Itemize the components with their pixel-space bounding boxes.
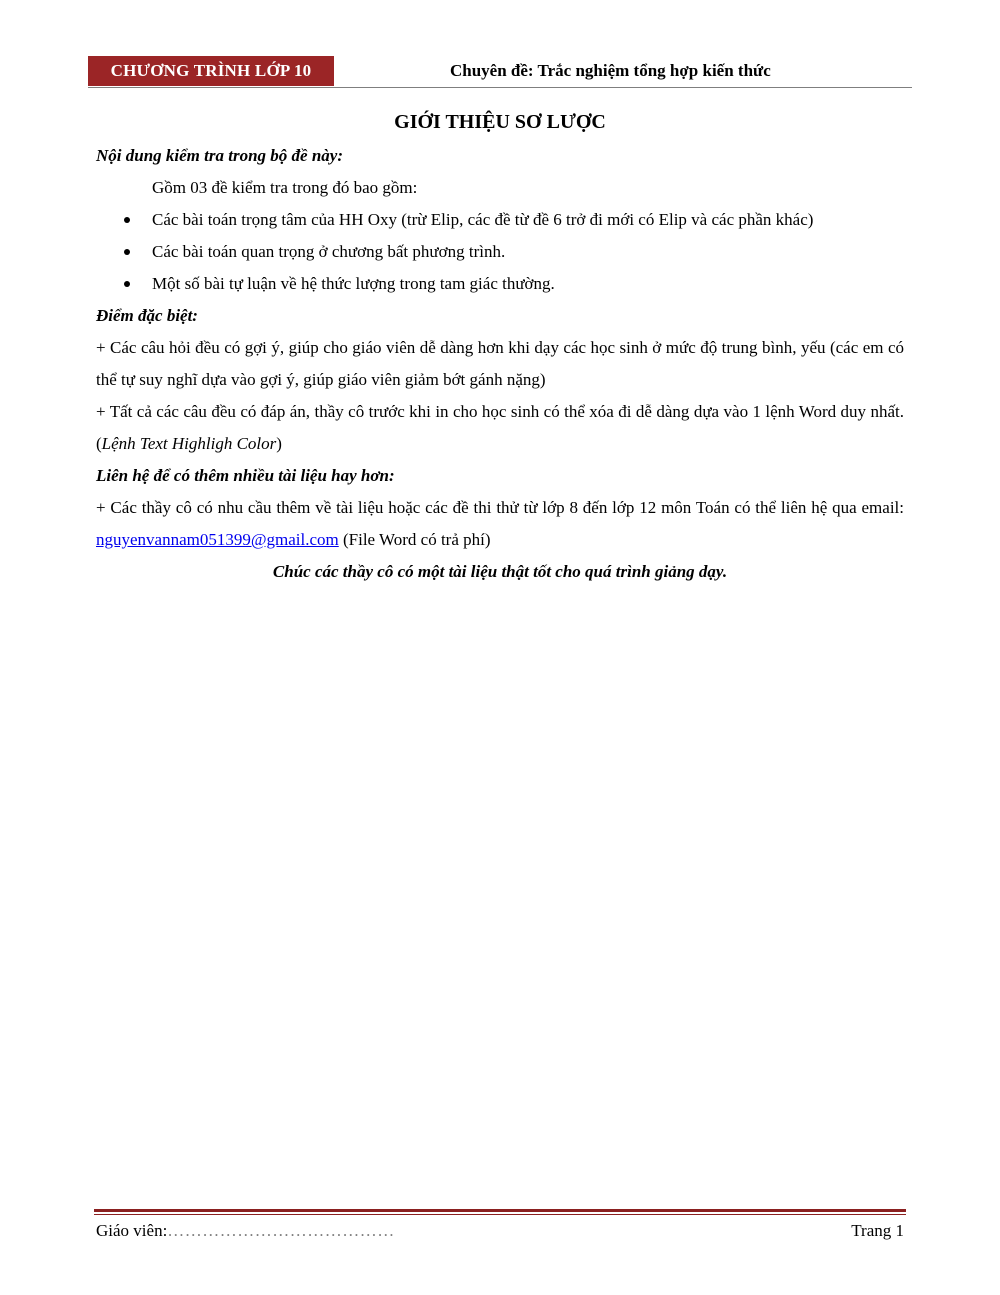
- bullet-icon: [124, 217, 130, 223]
- contact-text: + Các thầy cô có nhu cầu thêm về tài liệu hoặc các đề thi thử từ lớp 8 đến lớp 12 môn Toán có thể liên hệ qua email:: [96, 498, 904, 517]
- page-number: Trang 1: [851, 1221, 904, 1240]
- answers-close: ): [276, 434, 282, 453]
- topic-title: Chuyên đề: Trắc nghiệm tổng hợp kiến thức: [450, 61, 771, 80]
- word-command-name: Lệnh Text Highligh Color: [101, 434, 277, 453]
- contact-paragraph: [96, 492, 904, 556]
- special-paragraph-hints: + Các câu hỏi đều có gợi ý, giúp cho giáo viên dễ dàng hơn khi dạy các học sinh ở mức độ trung bình, yếu (các em có thể tự suy nghĩ dựa vào gợi ý, giúp giáo viên giảm bớt gánh nặng): [96, 338, 904, 389]
- list-item-text: Các bài toán quan trọng ở chương bất phương trình.: [152, 242, 506, 261]
- closing-line: Chúc các thầy cô có một tài liệu thật tốt cho quá trình giảng dạy.: [272, 562, 728, 581]
- document-body: [96, 104, 904, 588]
- bullet-icon: [124, 249, 130, 255]
- list-item-text: Một số bài tự luận về hệ thức lượng trong tam giác thường.: [152, 274, 555, 293]
- footer-teacher: [96, 1218, 395, 1244]
- footer-divider-thick: [94, 1209, 906, 1212]
- page-header: [88, 56, 912, 88]
- contact-heading: Liên hệ để có thêm nhiều tài liệu hay hơn:: [96, 466, 395, 485]
- email-link[interactable]: nguyenvannam051399@gmail.com: [96, 530, 339, 549]
- answers-text: + Tất cả các câu đều có đáp án, thầy cô trước khi in cho học sinh có thể xóa đi dễ dàng dựa vào 1 lệnh Word duy nhất. (: [96, 402, 904, 453]
- content-intro: Gồm 03 đề kiểm tra trong đó bao gồm:: [152, 178, 418, 197]
- page-title: GIỚI THIỆU SƠ LƯỢC: [394, 111, 606, 133]
- list-item-text: Các bài toán trọng tâm của HH Oxy (trừ Elip, các đề từ đề 6 trở đi mới có Elip và các phần khác): [152, 210, 814, 229]
- teacher-label: Giáo viên:: [96, 1221, 168, 1240]
- footer-divider-thin: [94, 1214, 906, 1215]
- content-bullet-list: [96, 204, 904, 300]
- special-paragraph-answers: [96, 396, 904, 460]
- content-heading: Nội dung kiểm tra trong bộ đề này:: [96, 146, 343, 165]
- header-divider: [88, 87, 912, 88]
- list-item: [96, 204, 904, 236]
- list-item: [96, 268, 904, 300]
- bullet-icon: [124, 281, 130, 287]
- teacher-name-placeholder: …………………………………: [167, 1221, 395, 1240]
- program-badge: CHƯƠNG TRÌNH LỚP 10: [88, 56, 334, 86]
- contact-after: (File Word có trả phí): [338, 530, 491, 549]
- list-item: [96, 236, 904, 268]
- special-heading: Điểm đặc biệt:: [96, 306, 198, 325]
